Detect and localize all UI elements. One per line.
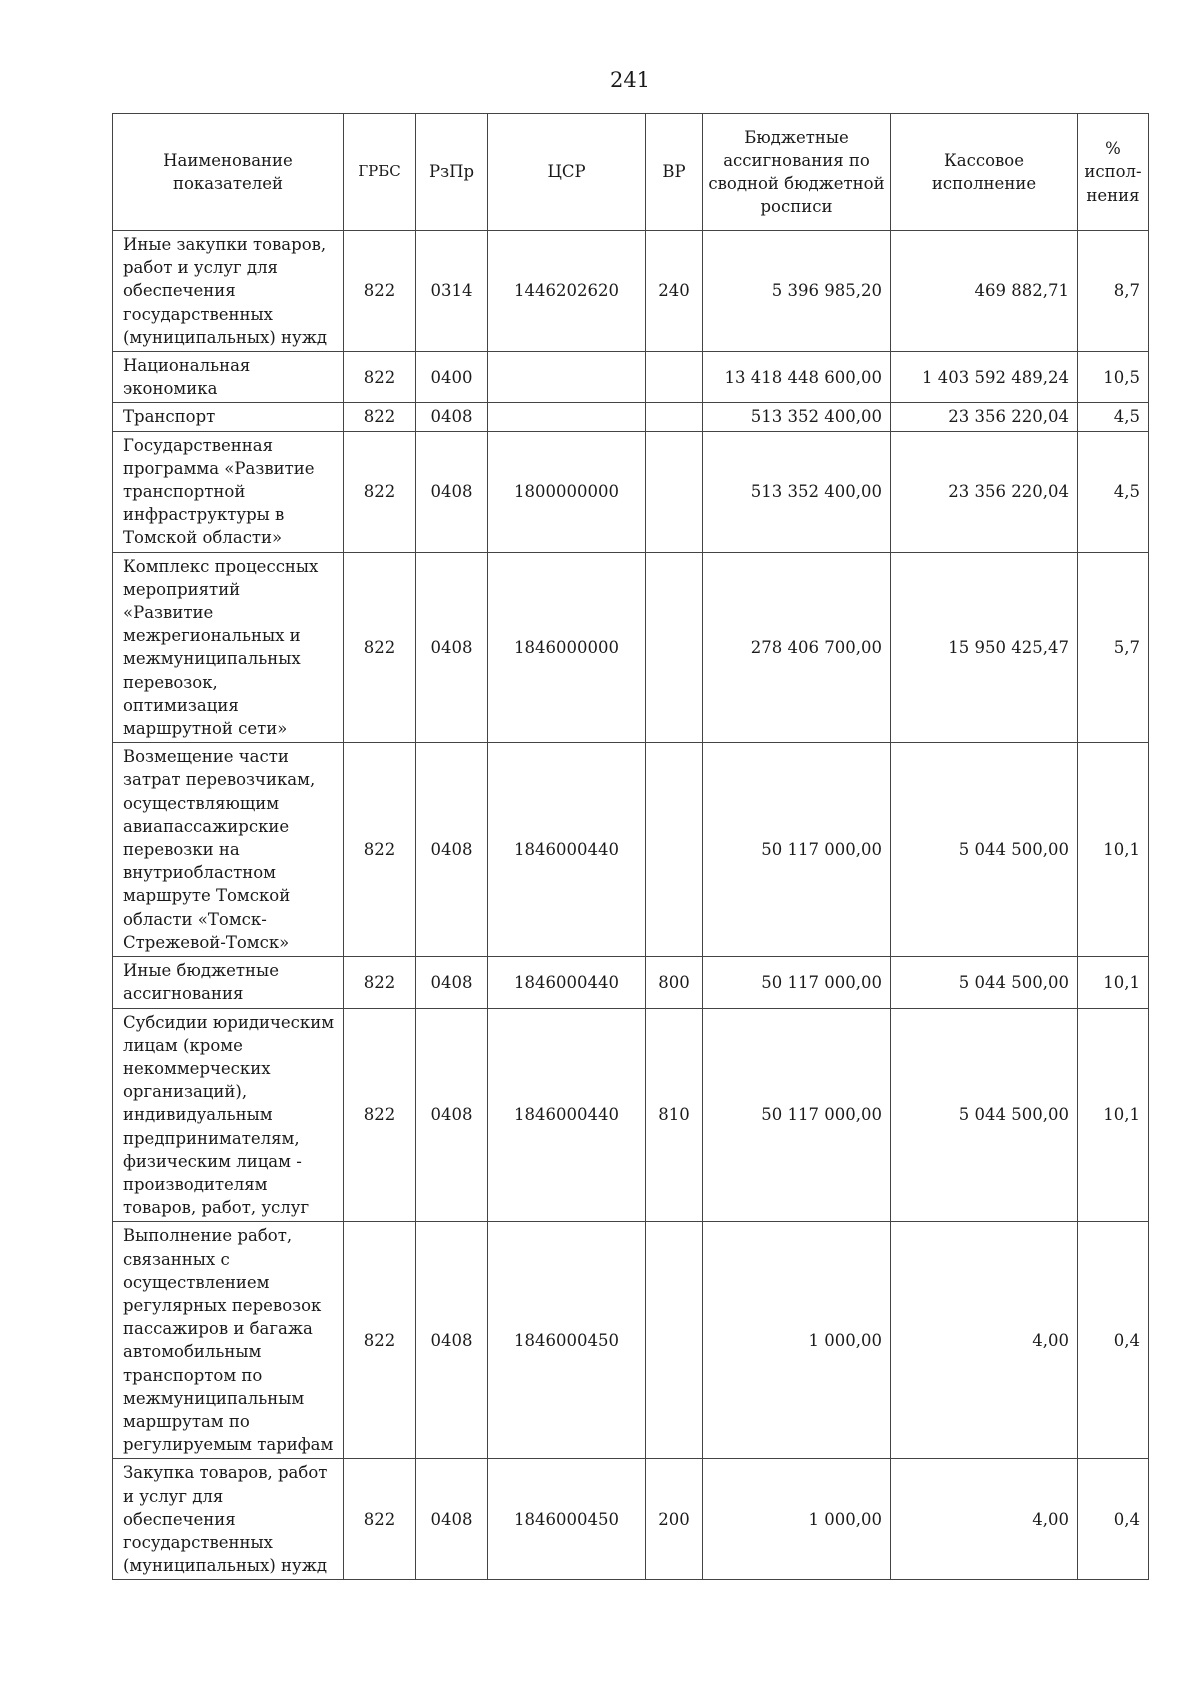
header-rzpr: РзПр — [416, 114, 488, 231]
row-vr — [646, 403, 703, 431]
row-rzpr: 0408 — [416, 743, 488, 957]
header-fact: Кассовое исполнение — [891, 114, 1078, 231]
row-rzpr: 0400 — [416, 352, 488, 403]
row-fact: 1 403 592 489,24 — [891, 352, 1078, 403]
row-fact: 4,00 — [891, 1222, 1078, 1459]
row-grbs: 822 — [344, 403, 416, 431]
row-plan: 50 117 000,00 — [703, 957, 891, 1008]
row-rzpr: 0408 — [416, 1222, 488, 1459]
row-rzpr: 0408 — [416, 957, 488, 1008]
row-name: Иные закупки товаров, работ и услуг для обеспечения государственных (муниципальных) нужд — [113, 231, 344, 352]
row-name: Субсидии юридическим лицам (кроме некоммерческих организаций), индивидуальным предпринимателям, физическим лицам - производителям товаров, работ, услуг — [113, 1008, 344, 1222]
row-rzpr: 0408 — [416, 403, 488, 431]
row-plan: 513 352 400,00 — [703, 431, 891, 552]
row-fact: 5 044 500,00 — [891, 1008, 1078, 1222]
row-grbs: 822 — [344, 231, 416, 352]
row-name: Выполнение работ, связанных с осуществлением регулярных перевозок пассажиров и багажа автомобильным транспортом по межмуниципальным маршрутам по регулируемым тарифам — [113, 1222, 344, 1459]
header-csr: ЦСР — [488, 114, 646, 231]
row-pct: 0,4 — [1078, 1459, 1149, 1580]
row-name: Транспорт — [113, 403, 344, 431]
row-pct: 4,5 — [1078, 403, 1149, 431]
row-grbs: 822 — [344, 431, 416, 552]
table-row — [113, 1008, 1149, 1222]
row-vr: 240 — [646, 231, 703, 352]
row-fact: 469 882,71 — [891, 231, 1078, 352]
row-pct: 10,1 — [1078, 957, 1149, 1008]
row-pct: 0,4 — [1078, 1222, 1149, 1459]
row-name: Государственная программа «Развитие транспортной инфраструктуры в Томской области» — [113, 431, 344, 552]
row-plan: 50 117 000,00 — [703, 1008, 891, 1222]
row-grbs: 822 — [344, 352, 416, 403]
header-vr: ВР — [646, 114, 703, 231]
row-plan: 50 117 000,00 — [703, 743, 891, 957]
table-row — [113, 403, 1149, 431]
row-name: Закупка товаров, работ и услуг для обеспечения государственных (муниципальных) нужд — [113, 1459, 344, 1580]
row-pct: 10,1 — [1078, 743, 1149, 957]
row-grbs: 822 — [344, 1222, 416, 1459]
row-fact: 23 356 220,04 — [891, 403, 1078, 431]
row-grbs: 822 — [344, 957, 416, 1008]
row-fact: 5 044 500,00 — [891, 743, 1078, 957]
row-name: Иные бюджетные ассигнования — [113, 957, 344, 1008]
row-fact: 23 356 220,04 — [891, 431, 1078, 552]
row-rzpr: 0408 — [416, 1459, 488, 1580]
row-pct: 5,7 — [1078, 552, 1149, 743]
row-rzpr: 0408 — [416, 1008, 488, 1222]
row-csr: 1800000000 — [488, 431, 646, 552]
row-plan: 513 352 400,00 — [703, 403, 891, 431]
row-vr: 800 — [646, 957, 703, 1008]
row-vr — [646, 1222, 703, 1459]
row-pct: 10,1 — [1078, 1008, 1149, 1222]
row-plan: 5 396 985,20 — [703, 231, 891, 352]
row-csr: 1446202620 — [488, 231, 646, 352]
row-csr — [488, 403, 646, 431]
row-vr — [646, 552, 703, 743]
row-name: Комплекс процессных мероприятий «Развитие межрегиональных и межмуниципальных перевозок, оптимизация маршрутной сети» — [113, 552, 344, 743]
row-grbs: 822 — [344, 552, 416, 743]
row-plan: 13 418 448 600,00 — [703, 352, 891, 403]
table-row — [113, 431, 1149, 552]
row-csr: 1846000440 — [488, 1008, 646, 1222]
table-row — [113, 1222, 1149, 1459]
row-vr: 200 — [646, 1459, 703, 1580]
budget-execution-table — [112, 113, 1149, 1580]
row-fact: 4,00 — [891, 1459, 1078, 1580]
row-fact: 15 950 425,47 — [891, 552, 1078, 743]
row-csr: 1846000000 — [488, 552, 646, 743]
table-row — [113, 957, 1149, 1008]
row-vr: 810 — [646, 1008, 703, 1222]
row-grbs: 822 — [344, 1459, 416, 1580]
row-vr — [646, 743, 703, 957]
row-name: Национальная экономика — [113, 352, 344, 403]
table-row — [113, 352, 1149, 403]
row-grbs: 822 — [344, 743, 416, 957]
table-row — [113, 231, 1149, 352]
row-vr — [646, 352, 703, 403]
row-csr: 1846000450 — [488, 1222, 646, 1459]
table-row — [113, 1459, 1149, 1580]
row-pct: 4,5 — [1078, 431, 1149, 552]
row-plan: 1 000,00 — [703, 1459, 891, 1580]
table-row — [113, 552, 1149, 743]
header-name: Наименование показателей — [113, 114, 344, 231]
row-csr: 1846000440 — [488, 743, 646, 957]
row-pct: 10,5 — [1078, 352, 1149, 403]
row-vr — [646, 431, 703, 552]
row-plan: 278 406 700,00 — [703, 552, 891, 743]
table-row — [113, 743, 1149, 957]
header-grbs: ГРБС — [344, 114, 416, 231]
row-csr — [488, 352, 646, 403]
row-csr: 1846000450 — [488, 1459, 646, 1580]
table-header-row — [113, 114, 1149, 231]
page-number: 241 — [609, 68, 651, 92]
header-plan: Бюджетные ассигнования по сводной бюджетной росписи — [703, 114, 891, 231]
row-rzpr: 0314 — [416, 231, 488, 352]
row-csr: 1846000440 — [488, 957, 646, 1008]
row-grbs: 822 — [344, 1008, 416, 1222]
row-fact: 5 044 500,00 — [891, 957, 1078, 1008]
header-pct: % испол-нения — [1078, 114, 1149, 231]
row-pct: 8,7 — [1078, 231, 1149, 352]
row-rzpr: 0408 — [416, 552, 488, 743]
row-name: Возмещение части затрат перевозчикам, осуществляющим авиапассажирские перевозки на внутриобластном маршруте Томской области «Томск-Стрежевой-Томск» — [113, 743, 344, 957]
row-rzpr: 0408 — [416, 431, 488, 552]
row-plan: 1 000,00 — [703, 1222, 891, 1459]
